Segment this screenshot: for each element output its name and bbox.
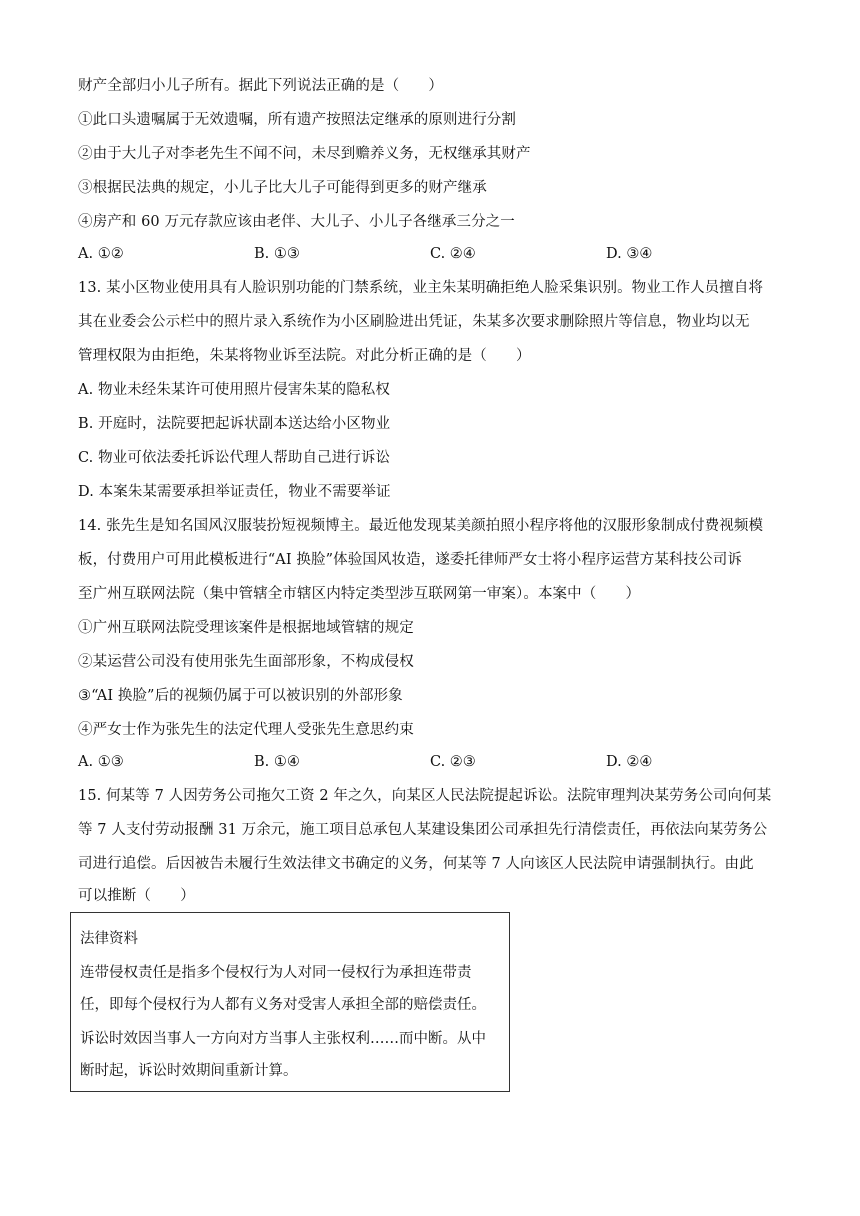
q14-choice-c[interactable]: C. ②③ <box>430 754 476 770</box>
q13-option-b[interactable]: B. 开庭时，法院要把起诉状副本送达给小区物业 <box>78 416 391 432</box>
q14-stem-line-2: 板，付费用户可用此模板进行“AI 换脸”体验国风妆造，遂委托律师严女士将小程序运营方某科技公司诉 <box>78 552 742 568</box>
q12-choice-d[interactable]: D. ③④ <box>606 246 653 262</box>
q14-stem-line-3: 至广州互联网法院（集中管辖全市辖区内特定类型涉互联网第一审案）。本案中（ ） <box>78 586 641 602</box>
q14-item-4: ④严女士作为张先生的法定代理人受张先生意思约束 <box>78 722 414 738</box>
q13-option-c[interactable]: C. 物业可依法委托诉讼代理人帮助自己进行诉讼 <box>78 450 391 466</box>
q15-stem-line-2: 等 7 人支付劳动报酬 31 万余元，施工项目总承包人某建设集团公司承担先行清偿责任，再依法向某劳务公 <box>78 822 768 838</box>
q13-option-d[interactable]: D. 本案朱某需要承担举证责任，物业不需要举证 <box>78 484 391 500</box>
q14-item-3: ③“AI 换脸”后的视频仍属于可以被识别的外部形象 <box>78 688 403 704</box>
q12-item-4: ④房产和 60 万元存款应该由老伴、大儿子、小儿子各继承三分之一 <box>78 214 515 230</box>
legal-material-line-4: 断时起，诉讼时效期间重新计算。 <box>80 1063 298 1079</box>
legal-material-box <box>70 912 510 1092</box>
q14-choice-b[interactable]: B. ①④ <box>254 754 300 770</box>
q12-stem-end: 财产全部归小儿子所有。据此下列说法正确的是（ ） <box>78 78 443 94</box>
q12-choice-c[interactable]: C. ②④ <box>430 246 476 262</box>
q15-stem-line-1: 15. 何某等 7 人因劳务公司拖欠工资 2 年之久，向某区人民法院提起诉讼。法院审理判决某劳务公司向何某 <box>78 788 772 804</box>
q13-stem-line-3: 管理权限为由拒绝，朱某将物业诉至法院。对此分析正确的是（ ） <box>78 348 531 364</box>
q12-item-1: ①此口头遗嘱属于无效遗嘱，所有遗产按照法定继承的原则进行分割 <box>78 112 516 128</box>
q12-item-3: ③根据民法典的规定，小儿子比大儿子可能得到更多的财产继承 <box>78 180 487 196</box>
q15-stem-line-4: 可以推断（ ） <box>78 888 195 904</box>
legal-material-line-3: 诉讼时效因当事人一方向对方当事人主张权利……而中断。从中 <box>80 1031 486 1047</box>
q13-stem-line-2: 其在业委会公示栏中的照片录入系统作为小区刷脸进出凭证，朱某多次要求删除照片等信息，物业均以无 <box>78 314 750 330</box>
q14-item-2: ②某运营公司没有使用张先生面部形象，不构成侵权 <box>78 654 414 670</box>
q14-choice-a[interactable]: A. ①③ <box>78 754 124 770</box>
q14-choices <box>78 752 778 772</box>
q12-choice-a[interactable]: A. ①② <box>78 246 124 262</box>
legal-material-line-1: 连带侵权责任是指多个侵权行为人对同一侵权行为承担连带责 <box>80 965 472 981</box>
q14-choice-d[interactable]: D. ②④ <box>606 754 653 770</box>
q12-choices <box>78 244 778 264</box>
q14-item-1: ①广州互联网法院受理该案件是根据地域管辖的规定 <box>78 620 414 636</box>
q13-option-a[interactable]: A. 物业未经朱某许可使用照片侵害朱某的隐私权 <box>78 382 390 398</box>
q12-item-2: ②由于大儿子对李老先生不闻不问，未尽到赡养义务，无权继承其财产 <box>78 146 531 162</box>
q15-stem-line-3: 司进行追偿。后因被告未履行生效法律文书确定的义务，何某等 7 人向该区人民法院申请强制执行。由此 <box>78 856 754 872</box>
q13-stem-line-1: 13. 某小区物业使用具有人脸识别功能的门禁系统，业主朱某明确拒绝人脸采集识别。物业工作人员擅自将 <box>78 280 764 296</box>
q12-choice-b[interactable]: B. ①③ <box>254 246 300 262</box>
legal-material-title: 法律资料 <box>80 931 138 947</box>
q14-stem-line-1: 14. 张先生是知名国风汉服装扮短视频博主。最近他发现某美颜拍照小程序将他的汉服形象制成付费视频模 <box>78 518 764 534</box>
legal-material-line-2: 任，即每个侵权行为人都有义务对受害人承担全部的赔偿责任。 <box>80 997 486 1013</box>
